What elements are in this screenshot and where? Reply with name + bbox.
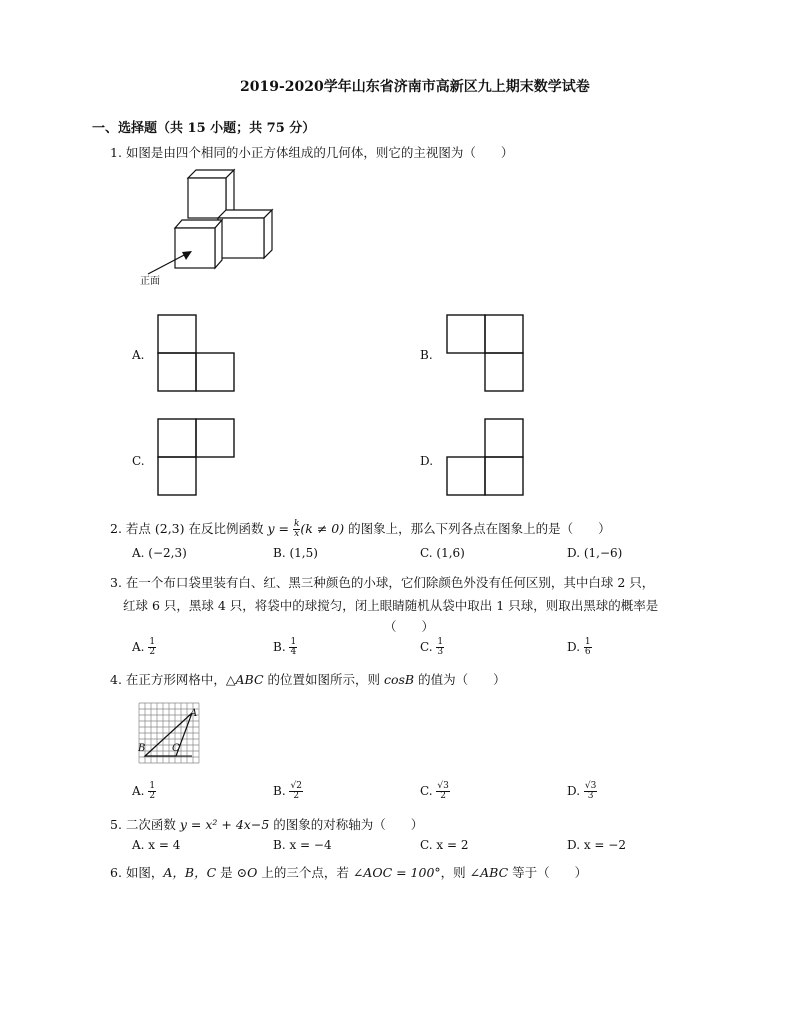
front-label: 正面 [140, 276, 160, 287]
q5-fn: y = x² + 4x−5 [179, 817, 270, 832]
q1-option-a-figure [157, 314, 237, 394]
cube-solid-figure [130, 168, 280, 288]
q4-option-d-den: 3 [587, 791, 594, 801]
q3-option-d [567, 638, 592, 657]
q2-option-c: C. (1,6) [420, 546, 465, 560]
q6-text-mid1: 是 [216, 865, 237, 880]
q3-option-b [273, 638, 297, 657]
q4-point-c: C [172, 743, 180, 754]
q2-text-post: 的图象上，那么下列各点在图象上的是（ ） [344, 521, 611, 536]
q5-option-b: B. x = −4 [273, 838, 332, 852]
question-6-text [110, 863, 587, 881]
q1-option-d-label: D. [420, 454, 434, 468]
q3-option-d-den: 6 [584, 647, 591, 657]
q4-option-b-label: B. [273, 784, 286, 798]
q6-circle: ⊙O [236, 865, 258, 880]
q4-option-b-fraction [289, 782, 302, 801]
q4-option-c [420, 782, 450, 801]
q1-option-d-figure [446, 418, 526, 498]
q3-option-d-label: D. [567, 640, 581, 654]
question-1-text: 1. 如图是由四个相同的小正方体组成的几何体，则它的主视图为（ ） [110, 145, 514, 160]
q3-option-c-num: 1 [437, 637, 444, 647]
q3-option-d-num: 1 [584, 637, 591, 647]
question-4-text [110, 670, 506, 688]
q4-triangle: △ABC [225, 672, 264, 687]
q3-option-a-den: 2 [149, 647, 156, 657]
q2-option-d: D. (1,−6) [567, 546, 623, 560]
q3-option-c [420, 638, 444, 657]
q3-option-d-fraction [584, 638, 592, 657]
q4-text-mid: 的位置如图所示，则 [263, 672, 384, 687]
q6-text-mid3: ，则 [440, 865, 470, 880]
q3-option-b-num: 1 [290, 637, 297, 647]
q3-option-b-fraction [289, 638, 297, 657]
q4-option-b [273, 782, 303, 801]
q6-text-pre: 6. 如图， [110, 865, 164, 880]
q1-option-c-figure [157, 418, 237, 498]
question-5-text [110, 815, 423, 833]
q4-text-post: 的值为（ ） [414, 672, 506, 687]
q1-option-c-label: C. [132, 454, 145, 468]
q1-option-a-label: A. [132, 348, 145, 362]
q6-text-mid2: 上的三个点，若 [257, 865, 353, 880]
q4-text-pre: 4. 在正方形网格中， [110, 672, 226, 687]
q3-option-b-label: B. [273, 640, 286, 654]
q5-option-a: A. x = 4 [132, 838, 181, 852]
q5-text-post: 的图象的对称轴为（ ） [269, 817, 424, 832]
q6-angle1: ∠AOC = 100° [352, 865, 441, 880]
q6-angle2: ∠ABC [469, 865, 509, 880]
q2-fn-cond: (k ≠ 0) [300, 521, 345, 536]
q2-option-a: A. (−2,3) [132, 546, 187, 560]
q3-option-a-label: A. [132, 640, 145, 654]
q4-option-a-label: A. [132, 784, 145, 798]
q2-fn-num: k [293, 519, 300, 529]
q4-option-c-num: √3 [437, 781, 449, 791]
triangle-abc [145, 713, 192, 756]
q3-option-a-fraction [148, 638, 156, 657]
q5-option-c: C. x = 2 [420, 838, 469, 852]
question-3-line2: 红球 6 只，黑球 4 只，将袋中的球搅匀，闭上眼睛随机从袋中取出 1 只球，则取出黑球的概率是 [123, 598, 659, 613]
q4-option-c-label: C. [420, 784, 433, 798]
q3-option-c-den: 3 [437, 647, 444, 657]
q4-cos: cosB [383, 672, 415, 687]
q4-point-b: B [138, 743, 146, 754]
q4-option-a [132, 782, 156, 801]
q4-option-d [567, 782, 597, 801]
q4-point-a: A [190, 708, 198, 719]
q4-option-c-den: 2 [440, 791, 446, 801]
q2-fn-den: x [294, 529, 300, 539]
q3-option-c-fraction [436, 638, 444, 657]
question-2-text [110, 519, 611, 539]
q4-option-d-num: √3 [584, 781, 597, 791]
q2-option-b: B. (1,5) [273, 546, 318, 560]
q5-option-d: D. x = −2 [567, 838, 626, 852]
q1-option-b-label: B. [420, 348, 433, 362]
q1-option-b-figure [446, 314, 526, 394]
q3-option-a [132, 638, 156, 657]
q6-text-post: 等于（ ） [508, 865, 588, 880]
question-3-paren: （ ） [384, 619, 435, 634]
q4-option-a-den: 2 [149, 791, 156, 801]
q3-option-c-label: C. [420, 640, 433, 654]
q4-option-a-fraction [148, 782, 156, 801]
question-3-line1: 3. 在一个布口袋里装有白、红、黑三种颜色的小球，它们除颜色外没有任何区别，其中白球 2 只， [110, 575, 655, 590]
q4-option-b-den: 2 [293, 791, 300, 801]
q4-option-c-fraction [436, 782, 449, 801]
q2-text-pre: 2. 若点 (2,3) 在反比例函数 [110, 521, 268, 536]
q4-option-b-num: √2 [290, 781, 302, 791]
q3-option-a-num: 1 [149, 637, 156, 647]
q2-fn-y: y = [267, 521, 289, 536]
page-title: 2019-2020学年山东省济南市高新区九上期末数学试卷 [240, 79, 590, 95]
q6-points: A，B，C [163, 865, 217, 880]
q4-option-a-num: 1 [149, 781, 156, 791]
q3-option-b-den: 4 [290, 647, 297, 657]
q5-text-pre: 5. 二次函数 [110, 817, 180, 832]
section-header: 一、选择题（共 15 小题；共 75 分） [92, 121, 316, 136]
q4-option-d-fraction [584, 782, 597, 801]
q4-option-d-label: D. [567, 784, 581, 798]
